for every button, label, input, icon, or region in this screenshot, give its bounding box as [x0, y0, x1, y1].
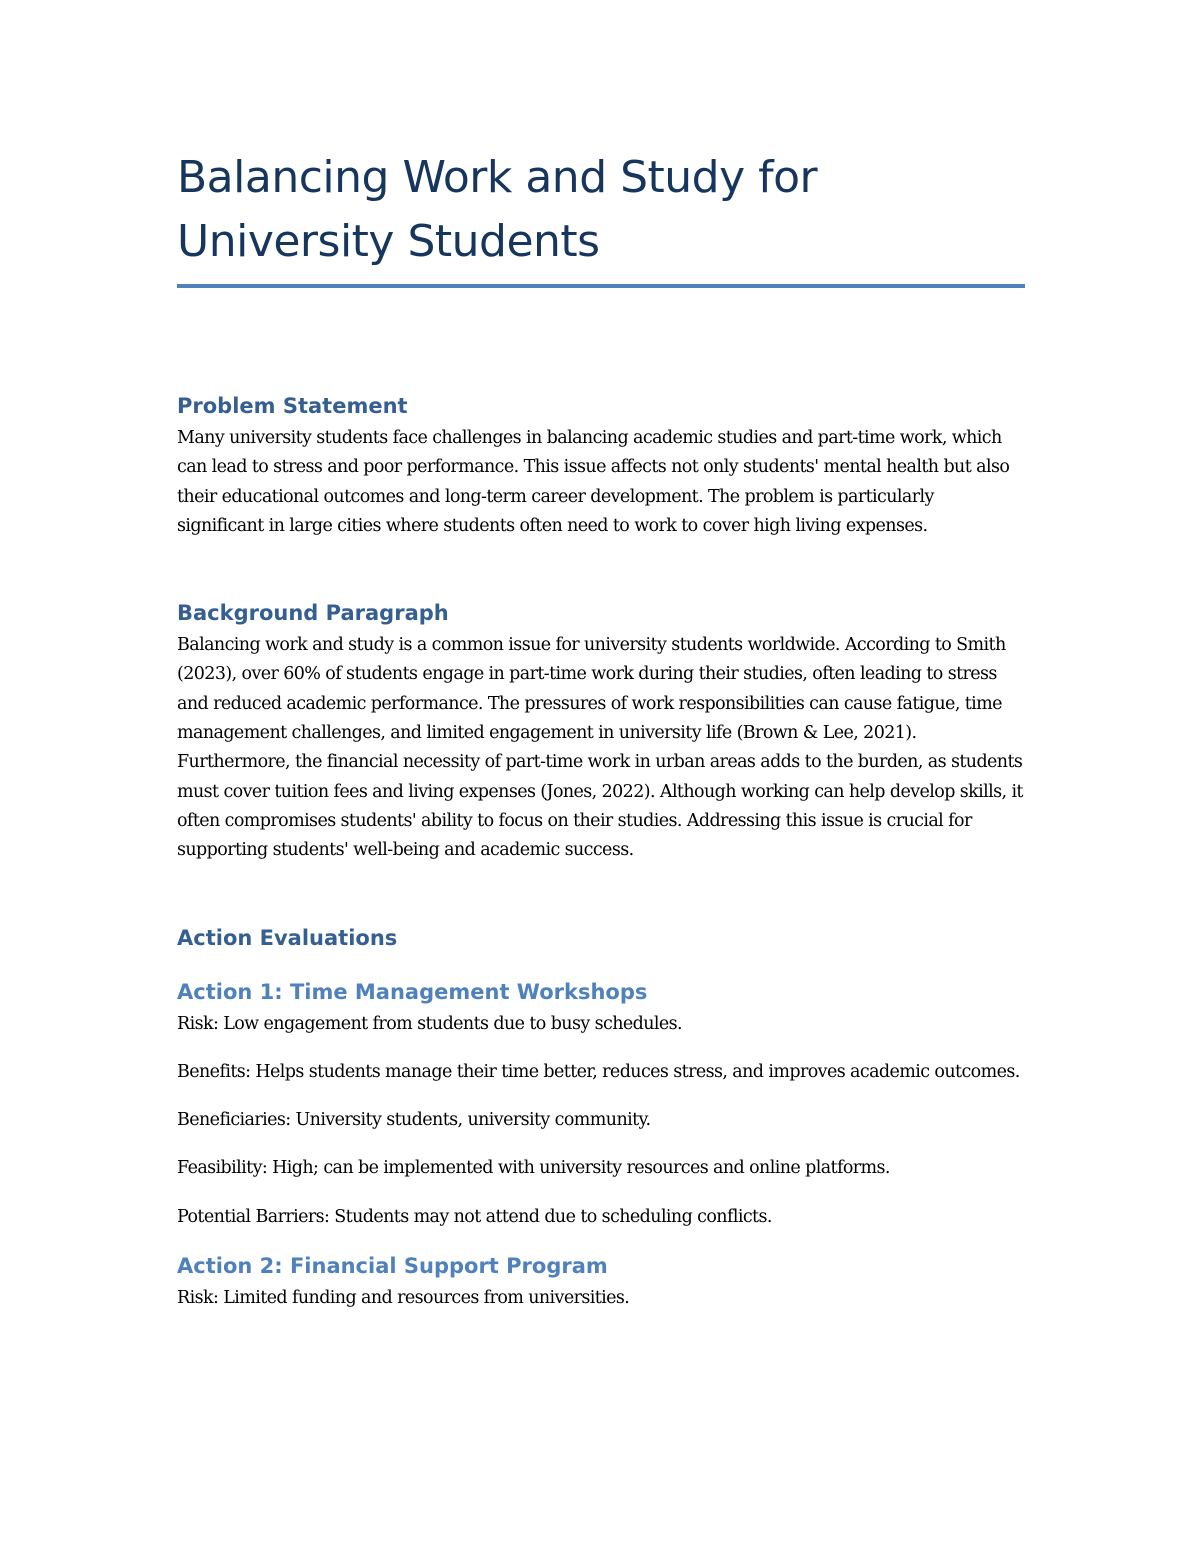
title-underline: [177, 284, 1025, 288]
action-1-risk: Risk: Low engagement from students due to busy schedules.: [177, 1013, 682, 1034]
document-page: [177, 146, 1025, 1313]
problem-statement-body: Many university students face challenges in balancing academic studies and part-time work, which can lead to stress and poor performance. This issue affects not only students' mental health but also their educational outcomes and long-term career development. The problem is particularly significant in large cities where students often need to work to cover high living expenses.: [177, 428, 1010, 536]
action-1-beneficiaries: Beneficiaries: University students, university community.: [177, 1110, 651, 1131]
problem-statement-section: [177, 392, 1025, 541]
background-heading: Background Paragraph: [177, 601, 449, 626]
background-section: [177, 599, 1025, 865]
document-title-line-2: University Students: [177, 216, 600, 267]
action-2-block: [177, 1252, 1025, 1313]
action-2-risk: Risk: Limited funding and resources from universities.: [177, 1288, 630, 1309]
action-2-heading: Action 2: Financial Support Program: [177, 1254, 608, 1279]
action-1-heading: Action 1: Time Management Workshops: [177, 979, 648, 1004]
action-1-barriers: Potential Barriers: Students may not attend due to scheduling conflicts.: [177, 1206, 772, 1227]
action-1-feasibility: Feasibility: High; can be implemented with university resources and online platforms.: [177, 1158, 890, 1179]
action-evaluations-heading: Action Evaluations: [177, 925, 398, 950]
background-body: Balancing work and study is a common issue for university students worldwide. According to Smith (2023), over 60% of students engage in part-time work during their studies, often leading to stress and reduced academic performance. The pressures of work responsibilities can cause fatigue, time management challenges, and limited engagement in university life (Brown & Lee, 2021). Furthermore, the financial necessity of part-time work in urban areas adds to the burden, as students must cover tuition fees and living expenses (Jones, 2022). Although working can help develop skills, it often compromises students' ability to focus on their studies. Addressing this issue is crucial for supporting students' well-being and academic success.: [177, 635, 1023, 861]
document-title-line-1: Balancing Work and Study for: [177, 152, 818, 203]
document-title: [177, 146, 1025, 274]
action-1-block: [177, 978, 1025, 1232]
problem-statement-heading: Problem Statement: [177, 394, 408, 418]
action-evaluations-section: [177, 924, 1025, 1314]
action-1-benefits: Benefits: Helps students manage their time better, reduces stress, and improves academic outcomes.: [177, 1061, 1020, 1082]
